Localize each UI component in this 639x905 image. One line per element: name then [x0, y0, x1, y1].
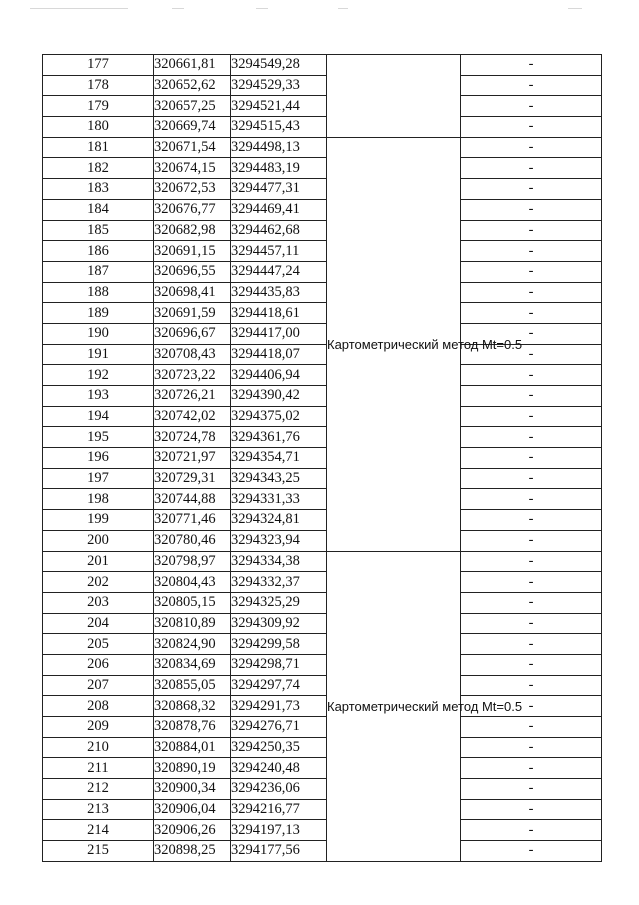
x-coordinate-cell: 320698,41: [154, 282, 231, 303]
y-coordinate-cell: 3294549,28: [231, 55, 327, 76]
table-row: [43, 841, 602, 862]
description-cell: -: [461, 758, 602, 779]
point-number-cell: 212: [43, 779, 154, 800]
description-cell: -: [461, 510, 602, 531]
x-coordinate-cell: 320780,46: [154, 530, 231, 551]
y-coordinate-cell: 3294236,06: [231, 779, 327, 800]
table-row: [43, 199, 602, 220]
table-row: [43, 220, 602, 241]
description-cell: -: [461, 468, 602, 489]
description-cell: -: [461, 717, 602, 738]
description-cell: -: [461, 551, 602, 572]
table-row: [43, 55, 602, 76]
description-cell: -: [461, 841, 602, 862]
description-cell: -: [461, 406, 602, 427]
description-cell: -: [461, 654, 602, 675]
point-number-cell: 200: [43, 530, 154, 551]
description-cell: -: [461, 179, 602, 200]
point-number-cell: 191: [43, 344, 154, 365]
table-row: [43, 137, 602, 158]
y-coordinate-cell: 3294216,77: [231, 799, 327, 820]
table-row: [43, 427, 602, 448]
y-coordinate-cell: 3294197,13: [231, 820, 327, 841]
table-row: [43, 758, 602, 779]
y-coordinate-cell: 3294361,76: [231, 427, 327, 448]
determination-method-cell-empty: [327, 55, 461, 138]
y-coordinate-cell: 3294323,94: [231, 530, 327, 551]
x-coordinate-cell: 320674,15: [154, 158, 231, 179]
x-coordinate-cell: 320906,26: [154, 820, 231, 841]
x-coordinate-cell: 320657,25: [154, 96, 231, 117]
point-number-cell: 189: [43, 303, 154, 324]
point-number-cell: 186: [43, 241, 154, 262]
x-coordinate-cell: 320744,88: [154, 489, 231, 510]
y-coordinate-cell: 3294477,31: [231, 179, 327, 200]
x-coordinate-cell: 320724,78: [154, 427, 231, 448]
y-coordinate-cell: 3294462,68: [231, 220, 327, 241]
table-row: [43, 799, 602, 820]
point-number-cell: 209: [43, 717, 154, 738]
y-coordinate-cell: 3294324,81: [231, 510, 327, 531]
table-row: [43, 737, 602, 758]
coordinates-table: [42, 54, 602, 862]
table-row: [43, 510, 602, 531]
point-number-cell: 203: [43, 592, 154, 613]
x-coordinate-cell: 320696,67: [154, 323, 231, 344]
table-row: [43, 654, 602, 675]
point-number-cell: 197: [43, 468, 154, 489]
y-coordinate-cell: 3294240,48: [231, 758, 327, 779]
point-number-cell: 184: [43, 199, 154, 220]
x-coordinate-cell: 320682,98: [154, 220, 231, 241]
description-cell: -: [461, 675, 602, 696]
y-coordinate-cell: 3294515,43: [231, 117, 327, 138]
description-cell: -: [461, 75, 602, 96]
y-coordinate-cell: 3294332,37: [231, 572, 327, 593]
y-coordinate-cell: 3294418,07: [231, 344, 327, 365]
x-coordinate-cell: 320804,43: [154, 572, 231, 593]
point-number-cell: 178: [43, 75, 154, 96]
x-coordinate-cell: 320652,62: [154, 75, 231, 96]
description-cell: -: [461, 386, 602, 407]
y-coordinate-cell: 3294343,25: [231, 468, 327, 489]
description-cell: -: [461, 572, 602, 593]
table-row: [43, 282, 602, 303]
point-number-cell: 181: [43, 137, 154, 158]
x-coordinate-cell: 320798,97: [154, 551, 231, 572]
x-coordinate-cell: 320906,04: [154, 799, 231, 820]
table-row: [43, 468, 602, 489]
x-coordinate-cell: 320669,74: [154, 117, 231, 138]
y-coordinate-cell: 3294390,42: [231, 386, 327, 407]
x-coordinate-cell: 320729,31: [154, 468, 231, 489]
description-cell: -: [461, 634, 602, 655]
description-cell: -: [461, 530, 602, 551]
description-cell: -: [461, 489, 602, 510]
table-row: [43, 592, 602, 613]
x-coordinate-cell: 320898,25: [154, 841, 231, 862]
point-number-cell: 207: [43, 675, 154, 696]
description-cell: -: [461, 427, 602, 448]
x-coordinate-cell: 320691,15: [154, 241, 231, 262]
description-cell: -: [461, 448, 602, 469]
x-coordinate-cell: 320805,15: [154, 592, 231, 613]
description-cell: -: [461, 199, 602, 220]
description-cell: -: [461, 737, 602, 758]
table-row: [43, 448, 602, 469]
point-number-cell: 205: [43, 634, 154, 655]
table-row: [43, 572, 602, 593]
description-cell: -: [461, 303, 602, 324]
x-coordinate-cell: 320671,54: [154, 137, 231, 158]
x-coordinate-cell: 320726,21: [154, 386, 231, 407]
point-number-cell: 196: [43, 448, 154, 469]
y-coordinate-cell: 3294299,58: [231, 634, 327, 655]
point-number-cell: 206: [43, 654, 154, 675]
y-coordinate-cell: 3294375,02: [231, 406, 327, 427]
y-coordinate-cell: 3294406,94: [231, 365, 327, 386]
description-cell: -: [461, 241, 602, 262]
description-cell: -: [461, 220, 602, 241]
description-cell: -: [461, 261, 602, 282]
description-cell: -: [461, 799, 602, 820]
y-coordinate-cell: 3294291,73: [231, 696, 327, 717]
point-number-cell: 198: [43, 489, 154, 510]
x-coordinate-cell: 320824,90: [154, 634, 231, 655]
point-number-cell: 195: [43, 427, 154, 448]
y-coordinate-cell: 3294177,56: [231, 841, 327, 862]
table-row: [43, 634, 602, 655]
determination-method-cell: Картометрический метод Mt=0.5: [327, 551, 461, 861]
x-coordinate-cell: 320721,97: [154, 448, 231, 469]
x-coordinate-cell: 320672,53: [154, 179, 231, 200]
description-cell: -: [461, 344, 602, 365]
x-coordinate-cell: 320661,81: [154, 55, 231, 76]
y-coordinate-cell: 3294521,44: [231, 96, 327, 117]
x-coordinate-cell: 320696,55: [154, 261, 231, 282]
table-row: [43, 386, 602, 407]
table-row: [43, 158, 602, 179]
coordinates-table-body: [43, 55, 602, 862]
point-number-cell: 185: [43, 220, 154, 241]
point-number-cell: 215: [43, 841, 154, 862]
point-number-cell: 201: [43, 551, 154, 572]
description-cell: -: [461, 96, 602, 117]
point-number-cell: 211: [43, 758, 154, 779]
point-number-cell: 214: [43, 820, 154, 841]
y-coordinate-cell: 3294309,92: [231, 613, 327, 634]
table-row: [43, 261, 602, 282]
description-cell: -: [461, 613, 602, 634]
description-cell: -: [461, 592, 602, 613]
y-coordinate-cell: 3294354,71: [231, 448, 327, 469]
y-coordinate-cell: 3294297,74: [231, 675, 327, 696]
point-number-cell: 204: [43, 613, 154, 634]
x-coordinate-cell: 320834,69: [154, 654, 231, 675]
description-cell: -: [461, 158, 602, 179]
x-coordinate-cell: 320810,89: [154, 613, 231, 634]
point-number-cell: 177: [43, 55, 154, 76]
y-coordinate-cell: 3294334,38: [231, 551, 327, 572]
table-row: [43, 779, 602, 800]
scan-header-marks: [30, 8, 610, 14]
description-cell: -: [461, 779, 602, 800]
point-number-cell: 210: [43, 737, 154, 758]
x-coordinate-cell: 320900,34: [154, 779, 231, 800]
y-coordinate-cell: 3294498,13: [231, 137, 327, 158]
point-number-cell: 192: [43, 365, 154, 386]
y-coordinate-cell: 3294447,24: [231, 261, 327, 282]
description-cell: -: [461, 323, 602, 344]
y-coordinate-cell: 3294483,19: [231, 158, 327, 179]
x-coordinate-cell: 320771,46: [154, 510, 231, 531]
y-coordinate-cell: 3294435,83: [231, 282, 327, 303]
point-number-cell: 199: [43, 510, 154, 531]
y-coordinate-cell: 3294276,71: [231, 717, 327, 738]
x-coordinate-cell: 320723,22: [154, 365, 231, 386]
point-number-cell: 180: [43, 117, 154, 138]
point-number-cell: 179: [43, 96, 154, 117]
y-coordinate-cell: 3294529,33: [231, 75, 327, 96]
y-coordinate-cell: 3294250,35: [231, 737, 327, 758]
description-cell: -: [461, 820, 602, 841]
y-coordinate-cell: 3294457,11: [231, 241, 327, 262]
table-row: [43, 551, 602, 572]
description-cell: -: [461, 282, 602, 303]
y-coordinate-cell: 3294298,71: [231, 654, 327, 675]
x-coordinate-cell: 320884,01: [154, 737, 231, 758]
point-number-cell: 193: [43, 386, 154, 407]
table-row: [43, 241, 602, 262]
table-row: [43, 365, 602, 386]
description-cell: -: [461, 696, 602, 717]
point-number-cell: 183: [43, 179, 154, 200]
table-row: [43, 530, 602, 551]
point-number-cell: 182: [43, 158, 154, 179]
x-coordinate-cell: 320742,02: [154, 406, 231, 427]
y-coordinate-cell: 3294418,61: [231, 303, 327, 324]
table-row: [43, 96, 602, 117]
description-cell: -: [461, 365, 602, 386]
x-coordinate-cell: 320708,43: [154, 344, 231, 365]
table-row: [43, 406, 602, 427]
description-cell: -: [461, 137, 602, 158]
x-coordinate-cell: 320868,32: [154, 696, 231, 717]
y-coordinate-cell: 3294469,41: [231, 199, 327, 220]
table-row: [43, 717, 602, 738]
y-coordinate-cell: 3294325,29: [231, 592, 327, 613]
y-coordinate-cell: 3294417,00: [231, 323, 327, 344]
table-row: [43, 820, 602, 841]
x-coordinate-cell: 320691,59: [154, 303, 231, 324]
table-row: [43, 675, 602, 696]
table-row: [43, 75, 602, 96]
point-number-cell: 194: [43, 406, 154, 427]
point-number-cell: 208: [43, 696, 154, 717]
point-number-cell: 213: [43, 799, 154, 820]
y-coordinate-cell: 3294331,33: [231, 489, 327, 510]
x-coordinate-cell: 320878,76: [154, 717, 231, 738]
table-row: [43, 303, 602, 324]
table-row: [43, 179, 602, 200]
description-cell: -: [461, 55, 602, 76]
point-number-cell: 190: [43, 323, 154, 344]
point-number-cell: 187: [43, 261, 154, 282]
description-cell: -: [461, 117, 602, 138]
x-coordinate-cell: 320676,77: [154, 199, 231, 220]
table-row: [43, 117, 602, 138]
table-row: [43, 489, 602, 510]
determination-method-cell: Картометрический метод Mt=0.5: [327, 137, 461, 551]
point-number-cell: 202: [43, 572, 154, 593]
x-coordinate-cell: 320890,19: [154, 758, 231, 779]
table-row: [43, 613, 602, 634]
point-number-cell: 188: [43, 282, 154, 303]
x-coordinate-cell: 320855,05: [154, 675, 231, 696]
